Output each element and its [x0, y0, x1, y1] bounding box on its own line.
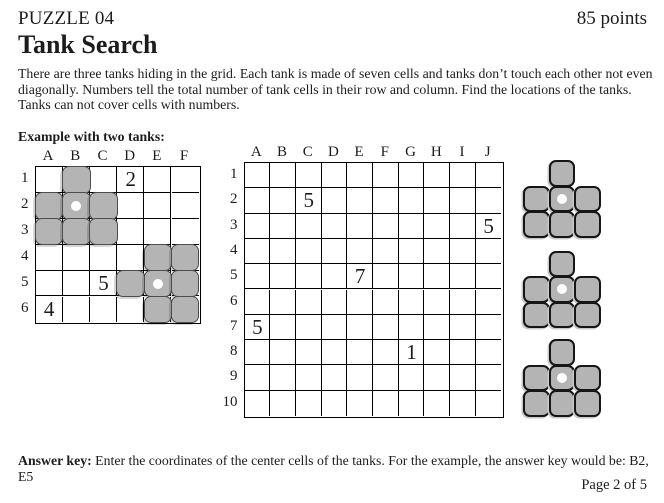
- cell-C1: [90, 167, 117, 193]
- cell-A2: [245, 188, 271, 213]
- column-label-J: J: [484, 144, 491, 160]
- column-label-C: C: [97, 148, 108, 164]
- page-number: Page 2 of 5: [581, 477, 647, 493]
- row-label-8: 8: [230, 343, 238, 360]
- example-grid-table: [35, 166, 201, 324]
- cell-I4: [450, 239, 476, 264]
- cell-A5: [245, 264, 271, 289]
- example-tank-2-cell-E5: [144, 270, 173, 297]
- example-tank-1-cell-B3: [62, 218, 91, 245]
- cell-I9: [450, 365, 476, 390]
- cell-F7: [373, 315, 399, 340]
- cell-F3: [373, 214, 399, 239]
- row-label-3: 3: [21, 221, 29, 238]
- tank-center-dot: [557, 373, 567, 383]
- cell-F2: [373, 188, 399, 213]
- cell-D7: [322, 315, 348, 340]
- example-tank-1-cell-B2: [62, 192, 91, 219]
- cell-A1: [245, 163, 271, 188]
- cell-E9: [347, 365, 373, 390]
- cell-J1: [476, 163, 502, 188]
- column-label-D: D: [124, 148, 136, 164]
- cell-F3: [172, 219, 199, 245]
- cell-D6: [117, 297, 144, 323]
- cell-I8: [450, 340, 476, 365]
- cell-I5: [450, 264, 476, 289]
- tank-shape-1-cell: [549, 186, 576, 213]
- tank-center-dot: [557, 284, 567, 294]
- puzzle-description: There are three tanks hiding in the grid. Each tank is made of seven cells and tanks don’t touch each other not even diagonally. Numbers tell the total number of tank cells in their row and column. Find the locations of the tanks. Tanks can not cover cells with numbers.: [18, 66, 653, 113]
- column-label-F: F: [380, 144, 390, 160]
- answer-key-note: [18, 453, 652, 485]
- example-tank-2-cell-F6: [171, 296, 200, 323]
- cell-D10: [322, 391, 348, 416]
- cell-G9: [399, 365, 425, 390]
- cell-E4: [347, 239, 373, 264]
- cell-G4: [399, 239, 425, 264]
- cell-E8: [347, 340, 373, 365]
- cell-B9: [270, 365, 296, 390]
- tank-shape-3-cell: [523, 390, 550, 417]
- cell-J8: [476, 340, 502, 365]
- cell-B5: [63, 271, 90, 297]
- cell-F8: [373, 340, 399, 365]
- column-label-C: C: [302, 144, 313, 160]
- cell-A6: [245, 290, 271, 315]
- cell-A4: [36, 245, 63, 271]
- cell-I6: [450, 290, 476, 315]
- cell-D2: [117, 193, 144, 219]
- cell-G5: [399, 264, 425, 289]
- cell-D6: [322, 290, 348, 315]
- cell-H8: [424, 340, 450, 365]
- cell-J9: [476, 365, 502, 390]
- tank-shape-2-cell: [549, 276, 576, 303]
- column-label-E: E: [152, 148, 162, 164]
- cell-J5: [476, 264, 502, 289]
- example-caption: Example with two tanks:: [18, 129, 165, 144]
- cell-F6: [373, 290, 399, 315]
- clue-C5: 5: [98, 271, 109, 296]
- cell-E10: [347, 391, 373, 416]
- cell-G10: [399, 391, 425, 416]
- tank-shape-1-cell: [523, 211, 550, 238]
- row-label-2: 2: [21, 195, 29, 212]
- cell-A1: [36, 167, 63, 193]
- cell-B3: [270, 214, 296, 239]
- cell-I2: [450, 188, 476, 213]
- cell-B2: [270, 188, 296, 213]
- cell-J10: [476, 391, 502, 416]
- cell-C3: [296, 214, 322, 239]
- answer-key-label: Answer key:: [18, 453, 92, 468]
- clue-J3: 5: [483, 213, 494, 238]
- column-label-B: B: [70, 148, 81, 164]
- column-label-E: E: [354, 144, 364, 160]
- cell-D1: [322, 163, 348, 188]
- cell-F5: [373, 264, 399, 289]
- cell-B5: [270, 264, 296, 289]
- cell-J6: [476, 290, 502, 315]
- cell-C9: [296, 365, 322, 390]
- example-tank-2-cell-E6: [144, 296, 173, 323]
- cell-E3: [144, 219, 171, 245]
- column-label-F: F: [179, 148, 189, 164]
- cell-F1: [373, 163, 399, 188]
- cell-A10: [245, 391, 271, 416]
- row-label-3: 3: [230, 216, 238, 233]
- row-label-6: 6: [21, 299, 29, 316]
- example-tank-2-cell-F4: [171, 244, 200, 271]
- tank-shape-2-cell: [574, 302, 601, 329]
- cell-G7: [399, 315, 425, 340]
- row-label-4: 4: [230, 241, 238, 258]
- tank-center-dot: [71, 201, 81, 211]
- example-tank-1-cell-C2: [89, 192, 118, 219]
- example-tank-1-cell-A2: [35, 192, 64, 219]
- cell-B7: [270, 315, 296, 340]
- column-label-A: A: [250, 144, 262, 160]
- row-label-1: 1: [21, 170, 29, 186]
- row-label-6: 6: [230, 292, 238, 309]
- clue-E5: 7: [354, 264, 366, 289]
- row-label-2: 2: [230, 191, 238, 208]
- cell-E3: [347, 214, 373, 239]
- cell-G1: [399, 163, 425, 188]
- cell-E2: [347, 188, 373, 213]
- clue-C2: 5: [303, 188, 314, 213]
- row-label-9: 9: [230, 368, 238, 385]
- cell-D5: [322, 264, 348, 289]
- cell-G6: [399, 290, 425, 315]
- example-tank-1-cell-A3: [35, 218, 64, 245]
- answer-key-text: Enter the coordinates of the center cells of the tanks. For the example, the answer key would be: B2, E5: [18, 453, 649, 484]
- tank-center-dot: [557, 194, 567, 204]
- cell-H1: [424, 163, 450, 188]
- tank-shape-3-cell: [549, 339, 576, 366]
- cell-H2: [424, 188, 450, 213]
- cell-A3: [245, 214, 271, 239]
- cell-I10: [450, 391, 476, 416]
- tank-shape-1-cell: [574, 211, 601, 238]
- row-label-4: 4: [21, 247, 29, 264]
- page-title: Tank Search: [18, 30, 158, 59]
- cell-E2: [144, 193, 171, 219]
- cell-A9: [245, 365, 271, 390]
- cell-J2: [476, 188, 502, 213]
- cell-A4: [245, 239, 271, 264]
- tank-shape-3-cell: [574, 390, 601, 417]
- cell-G3: [399, 214, 425, 239]
- cell-B1: [270, 163, 296, 188]
- tank-shape-1-cell: [574, 186, 601, 213]
- tank-shape-2-cell: [523, 302, 550, 329]
- cell-I1: [450, 163, 476, 188]
- cell-H7: [424, 315, 450, 340]
- cell-C4: [296, 239, 322, 264]
- cell-I7: [450, 315, 476, 340]
- tank-shape-3-cell: [523, 365, 550, 392]
- cell-B10: [270, 391, 296, 416]
- cell-H9: [424, 365, 450, 390]
- cell-D8: [322, 340, 348, 365]
- example-tank-1-cell-C3: [89, 218, 118, 245]
- cell-C10: [296, 391, 322, 416]
- cell-C7: [296, 315, 322, 340]
- tank-shape-3-cell: [574, 365, 601, 392]
- cell-C8: [296, 340, 322, 365]
- cell-F2: [172, 193, 199, 219]
- column-label-G: G: [405, 144, 416, 160]
- cell-B4: [63, 245, 90, 271]
- column-label-D: D: [328, 144, 339, 160]
- cell-C6: [296, 290, 322, 315]
- cell-F4: [373, 239, 399, 264]
- cell-C4: [90, 245, 117, 271]
- cell-J4: [476, 239, 502, 264]
- cell-H5: [424, 264, 450, 289]
- tank-shape-2-cell: [523, 276, 550, 303]
- cell-H10: [424, 391, 450, 416]
- cell-B8: [270, 340, 296, 365]
- tank-shape-2-cell: [549, 302, 576, 329]
- points-label: 85 points: [576, 8, 647, 29]
- clue-D1: 2: [125, 167, 136, 192]
- clue-A7: 5: [252, 314, 263, 339]
- cell-C1: [296, 163, 322, 188]
- cell-H3: [424, 214, 450, 239]
- tank-shape-3-cell: [549, 390, 576, 417]
- example-tank-1-cell-B1: [62, 166, 91, 193]
- cell-B4: [270, 239, 296, 264]
- cell-D3: [117, 219, 144, 245]
- cell-B6: [63, 297, 90, 323]
- cell-D3: [322, 214, 348, 239]
- cell-E1: [347, 163, 373, 188]
- tank-shape-3-cell: [549, 365, 576, 392]
- cell-E6: [347, 290, 373, 315]
- cell-C6: [90, 297, 117, 323]
- cell-D4: [322, 239, 348, 264]
- cell-J7: [476, 315, 502, 340]
- cell-I3: [450, 214, 476, 239]
- example-tank-2-cell-E4: [144, 244, 173, 271]
- cell-H4: [424, 239, 450, 264]
- cell-H6: [424, 290, 450, 315]
- cell-F1: [172, 167, 199, 193]
- cell-F9: [373, 365, 399, 390]
- cell-E7: [347, 315, 373, 340]
- cell-C5: [296, 264, 322, 289]
- column-label-A: A: [42, 148, 54, 164]
- tank-center-dot: [153, 279, 163, 289]
- example-tank-2-cell-D5: [116, 270, 145, 297]
- cell-A8: [245, 340, 271, 365]
- tank-shape-1-cell: [549, 160, 576, 187]
- column-label-I: I: [459, 144, 465, 160]
- cell-A5: [36, 271, 63, 297]
- puzzle-number-label: PUZZLE 04: [18, 8, 115, 29]
- puzzle-grid-table: [244, 162, 504, 418]
- tank-shape-2-cell: [574, 276, 601, 303]
- cell-D2: [322, 188, 348, 213]
- tank-shape-1-cell: [523, 186, 550, 213]
- cell-D9: [322, 365, 348, 390]
- row-label-7: 7: [230, 317, 238, 334]
- cell-F10: [373, 391, 399, 416]
- cell-D4: [117, 245, 144, 271]
- clue-A6: 4: [43, 296, 55, 321]
- example-tank-2-cell-F5: [171, 270, 200, 297]
- row-label-10: 10: [222, 393, 238, 410]
- cell-B6: [270, 290, 296, 315]
- row-label-5: 5: [230, 267, 238, 284]
- column-label-B: B: [277, 144, 288, 160]
- row-label-1: 1: [230, 166, 238, 182]
- clue-G8: 1: [406, 340, 417, 365]
- tank-shape-2-cell: [549, 251, 576, 278]
- row-label-5: 5: [21, 273, 29, 290]
- cell-G2: [399, 188, 425, 213]
- tank-shape-1-cell: [549, 211, 576, 238]
- column-label-H: H: [430, 144, 442, 160]
- cell-E1: [144, 167, 171, 193]
